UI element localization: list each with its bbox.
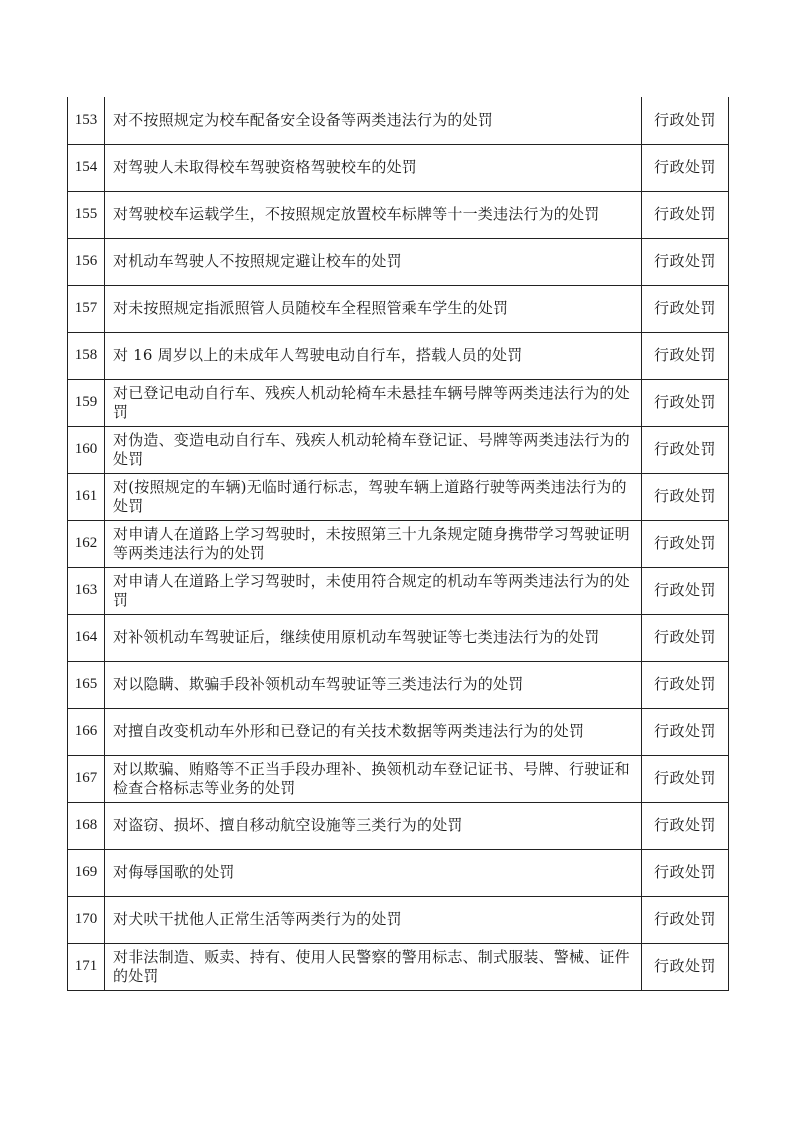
row-description: 对非法制造、贩卖、持有、使用人民警察的警用标志、制式服装、警械、证件的处罚 [105,943,642,990]
row-category: 行政处罚 [642,849,729,896]
row-number: 164 [68,614,105,661]
row-category: 行政处罚 [642,614,729,661]
table-row [68,567,729,614]
table-row [68,661,729,708]
row-category: 行政处罚 [642,896,729,943]
table-row [68,614,729,661]
table-row [68,238,729,285]
table-row [68,191,729,238]
table-row [68,896,729,943]
row-category: 行政处罚 [642,755,729,802]
row-category: 行政处罚 [642,802,729,849]
row-category: 行政处罚 [642,567,729,614]
row-description: 对不按照规定为校车配备安全设备等两类违法行为的处罚 [105,97,642,144]
row-number: 153 [68,97,105,144]
table-row [68,755,729,802]
row-description: 对擅自改变机动车外形和已登记的有关技术数据等两类违法行为的处罚 [105,708,642,755]
row-number: 166 [68,708,105,755]
table-row [68,802,729,849]
row-category: 行政处罚 [642,708,729,755]
table-row [68,708,729,755]
row-number: 171 [68,943,105,990]
row-number: 169 [68,849,105,896]
row-number: 157 [68,285,105,332]
table-row [68,943,729,990]
row-description: 对以隐瞒、欺骗手段补领机动车驾驶证等三类违法行为的处罚 [105,661,642,708]
row-number: 155 [68,191,105,238]
row-category: 行政处罚 [642,426,729,473]
row-category: 行政处罚 [642,943,729,990]
row-description: 对以欺骗、贿赂等不正当手段办理补、换领机动车登记证书、号牌、行驶证和检查合格标志等业务的处罚 [105,755,642,802]
row-number: 165 [68,661,105,708]
row-number: 160 [68,426,105,473]
row-category: 行政处罚 [642,144,729,191]
table-row [68,144,729,191]
row-number: 154 [68,144,105,191]
row-number: 170 [68,896,105,943]
table-row [68,520,729,567]
row-category: 行政处罚 [642,238,729,285]
row-number: 168 [68,802,105,849]
table-row [68,473,729,520]
row-description: 对驾驶校车运载学生，不按照规定放置校车标牌等十一类违法行为的处罚 [105,191,642,238]
row-description: 对未按照规定指派照管人员随校车全程照管乘车学生的处罚 [105,285,642,332]
row-category: 行政处罚 [642,332,729,379]
row-number: 156 [68,238,105,285]
row-number: 167 [68,755,105,802]
row-description: 对伪造、变造电动自行车、残疾人机动轮椅车登记证、号牌等两类违法行为的处罚 [105,426,642,473]
row-description: 对 16 周岁以上的未成年人驾驶电动自行车，搭载人员的处罚 [105,332,642,379]
table-row [68,332,729,379]
table-row [68,426,729,473]
row-description: 对侮辱国歌的处罚 [105,849,642,896]
row-description: 对申请人在道路上学习驾驶时，未使用符合规定的机动车等两类违法行为的处罚 [105,567,642,614]
row-category: 行政处罚 [642,285,729,332]
row-number: 162 [68,520,105,567]
row-category: 行政处罚 [642,191,729,238]
row-description: 对盗窃、损坏、擅自移动航空设施等三类行为的处罚 [105,802,642,849]
table-row [68,97,729,144]
row-description: 对补领机动车驾驶证后，继续使用原机动车驾驶证等七类违法行为的处罚 [105,614,642,661]
row-description: 对机动车驾驶人不按照规定避让校车的处罚 [105,238,642,285]
table-row [68,379,729,426]
row-description: 对(按照规定的车辆)无临时通行标志，驾驶车辆上道路行驶等两类违法行为的处罚 [105,473,642,520]
row-description: 对已登记电动自行车、残疾人机动轮椅车未悬挂车辆号牌等两类违法行为的处罚 [105,379,642,426]
table-row [68,285,729,332]
row-number: 159 [68,379,105,426]
row-category: 行政处罚 [642,473,729,520]
row-number: 158 [68,332,105,379]
row-number: 161 [68,473,105,520]
row-description: 对申请人在道路上学习驾驶时，未按照第三十九条规定随身携带学习驾驶证明等两类违法行为的处罚 [105,520,642,567]
row-category: 行政处罚 [642,379,729,426]
row-number: 163 [68,567,105,614]
row-category: 行政处罚 [642,97,729,144]
row-category: 行政处罚 [642,520,729,567]
table-row [68,849,729,896]
row-category: 行政处罚 [642,661,729,708]
penalty-table [67,97,729,991]
row-description: 对犬吠干扰他人正常生活等两类行为的处罚 [105,896,642,943]
row-description: 对驾驶人未取得校车驾驶资格驾驶校车的处罚 [105,144,642,191]
